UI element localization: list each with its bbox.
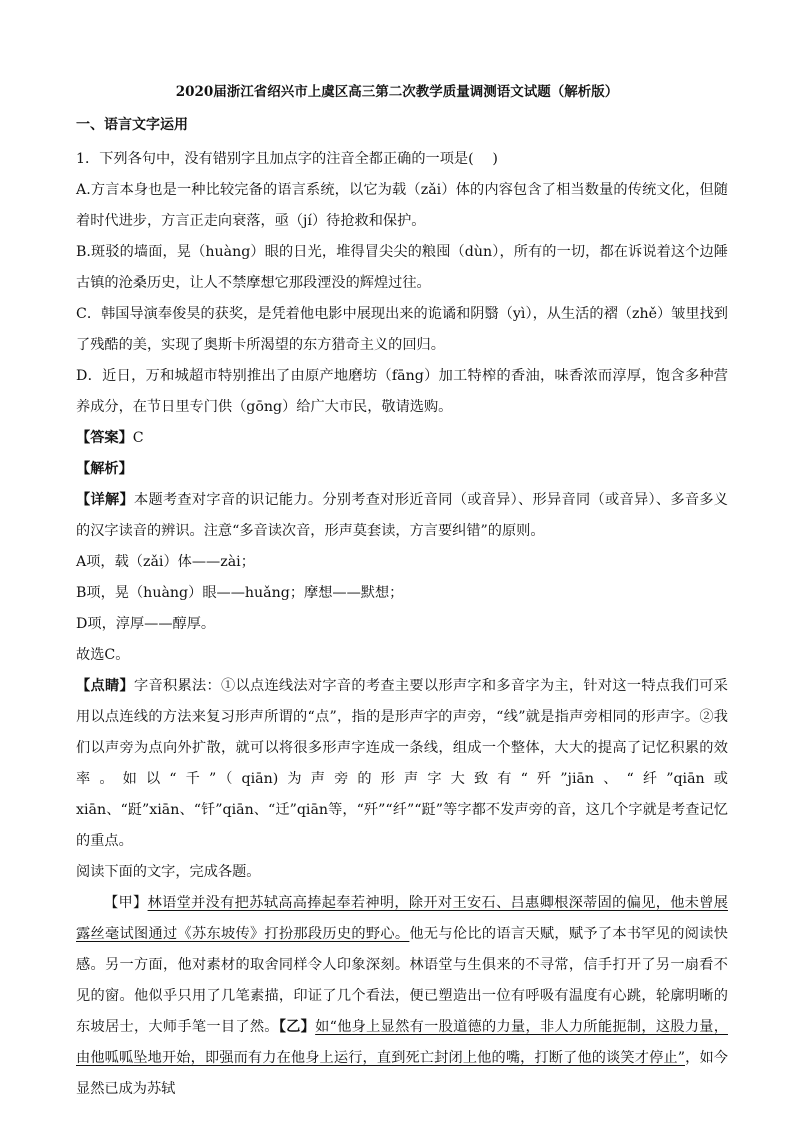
reading-passage — [76, 888, 728, 1105]
analysis-item-a: A项，载（zǎi）体——zài； — [76, 554, 255, 570]
label-jia: 【甲】 — [104, 895, 148, 911]
tip-text: 字音积累法：①以点连线法对字音的考查主要以形声字和多音字为主，针对这一特点我们可采用以点连线的方法来复习形声所谓的“点”，指的是形声字的声旁，“线”就是指声旁相同的形声字。②我们以声旁为点向外扩散，就可以将很多形声字连成一条线，组成一个整体，大大的提高了记忆积累的效率。如以“千”（qiān)为声旁的形声字大致有“歼”jiān、“纤”qiān或 xiān、“跹”xiān、“钎”qiān、“迁”qiān等，“歼”“纤”“跹”等字都不发声旁的音，这几个字就是考查记忆的重点。 — [76, 678, 728, 849]
detail-text: 本题考查对字音的识记能力。分别考查对形近音同（或音异）、形异音同（或音异）、多音多义的汉字读音的辨识。注意“多音读次音，形声莫套读，方言要纠错”的原则。 — [76, 492, 728, 539]
document-title: 2020届浙江省绍兴市上虞区高三第二次教学质量调测语文试题（解析版） — [175, 84, 619, 100]
analysis-label: 【解析】 — [76, 461, 133, 477]
option-d: D．近日，万和城超市特别推出了由原产地磨坊（fāng）加工特榨的香油，味香浓而淳厚，饱含多种营养成分，在节日里专门供（gōng）给广大市民，敬请选购。 — [76, 368, 728, 415]
detail-label: 【详解】 — [76, 492, 134, 508]
jia-rest-text: 他无与伦比的语言天赋，赋予了本书罕见的阅读快感。另一方面，他对素材的取舍同样令人印象深刻。林语堂与生俱来的不寻常，信手打开了另一扇看不见的窗。他似乎只用了几笔素描，印证了几个看法，便已塑造出一位有呼吸有温度有心跳，轮廓明晰的东坡居士，大师手笔一目了然。 — [76, 926, 728, 1035]
document-body — [76, 144, 728, 1105]
analysis-item-b: B项，晃（huàng）眼——huǎng；摩想——默想； — [76, 585, 404, 601]
option-a: A.方言本身也是一种比较完备的语言系统，以它为载（zǎi）体的内容包含了相当数量的传统文化，但随着时代进步，方言正走向衰落，亟（jí）待抢救和保护。 — [76, 182, 728, 229]
detail-paragraph — [76, 485, 728, 547]
answer-label: 【答案】 — [76, 430, 133, 446]
option-b: B.斑驳的墙面，晃（huàng）眼的日光，堆得冒尖尖的粮囤（dùn），所有的一切，都在诉说着这个边陲古镇的沧桑历史，让人不禁摩想它那段湮没的辉煌过往。 — [76, 244, 728, 291]
section-heading: 一、语言文字运用 — [76, 117, 188, 133]
reading-intro: 阅读下面的文字，完成各题。 — [76, 864, 261, 880]
jia-underlined-sentence: 林语堂并没有把苏轼高高捧起奉若神明，除开对王安石、吕惠卿根深蒂固的偏见，他未曾展露丝毫试图通过《苏东坡传》打扮那段历史的野心。 — [76, 895, 728, 942]
conclusion: 故选C。 — [76, 647, 130, 663]
answer-line — [76, 423, 728, 454]
yi-rest-text: ，如今显然已成为苏轼 — [76, 1050, 728, 1097]
label-yi: 【乙】 — [278, 1019, 316, 1035]
tip-label: 【点睛】 — [76, 678, 134, 694]
analysis-line — [76, 454, 728, 485]
option-c: C．韩国导演奉俊昊的获奖，是凭着他电影中展现出来的诡谲和阴翳（yì），从生活的褶（zhě）皱里找到了残酷的美，实现了奥斯卡所渴望的东方猎奇主义的回归。 — [76, 306, 728, 353]
analysis-item-d: D项，淳厚——醇厚。 — [76, 616, 216, 632]
answer-value: C — [132, 430, 144, 446]
yi-underlined-sentence: 如“他身上显然有一股道德的力量，非人力所能扼制，这股力量，由他呱呱坠地开始，即强而有力在他身上运行，直到死亡封闭上他的嘴，打断了他的谈笑才停止” — [76, 1019, 728, 1066]
tip-paragraph — [76, 671, 728, 857]
question-stem: 1．下列各句中，没有错别字且加点字的注音全都正确的一项是( ) — [76, 151, 498, 167]
